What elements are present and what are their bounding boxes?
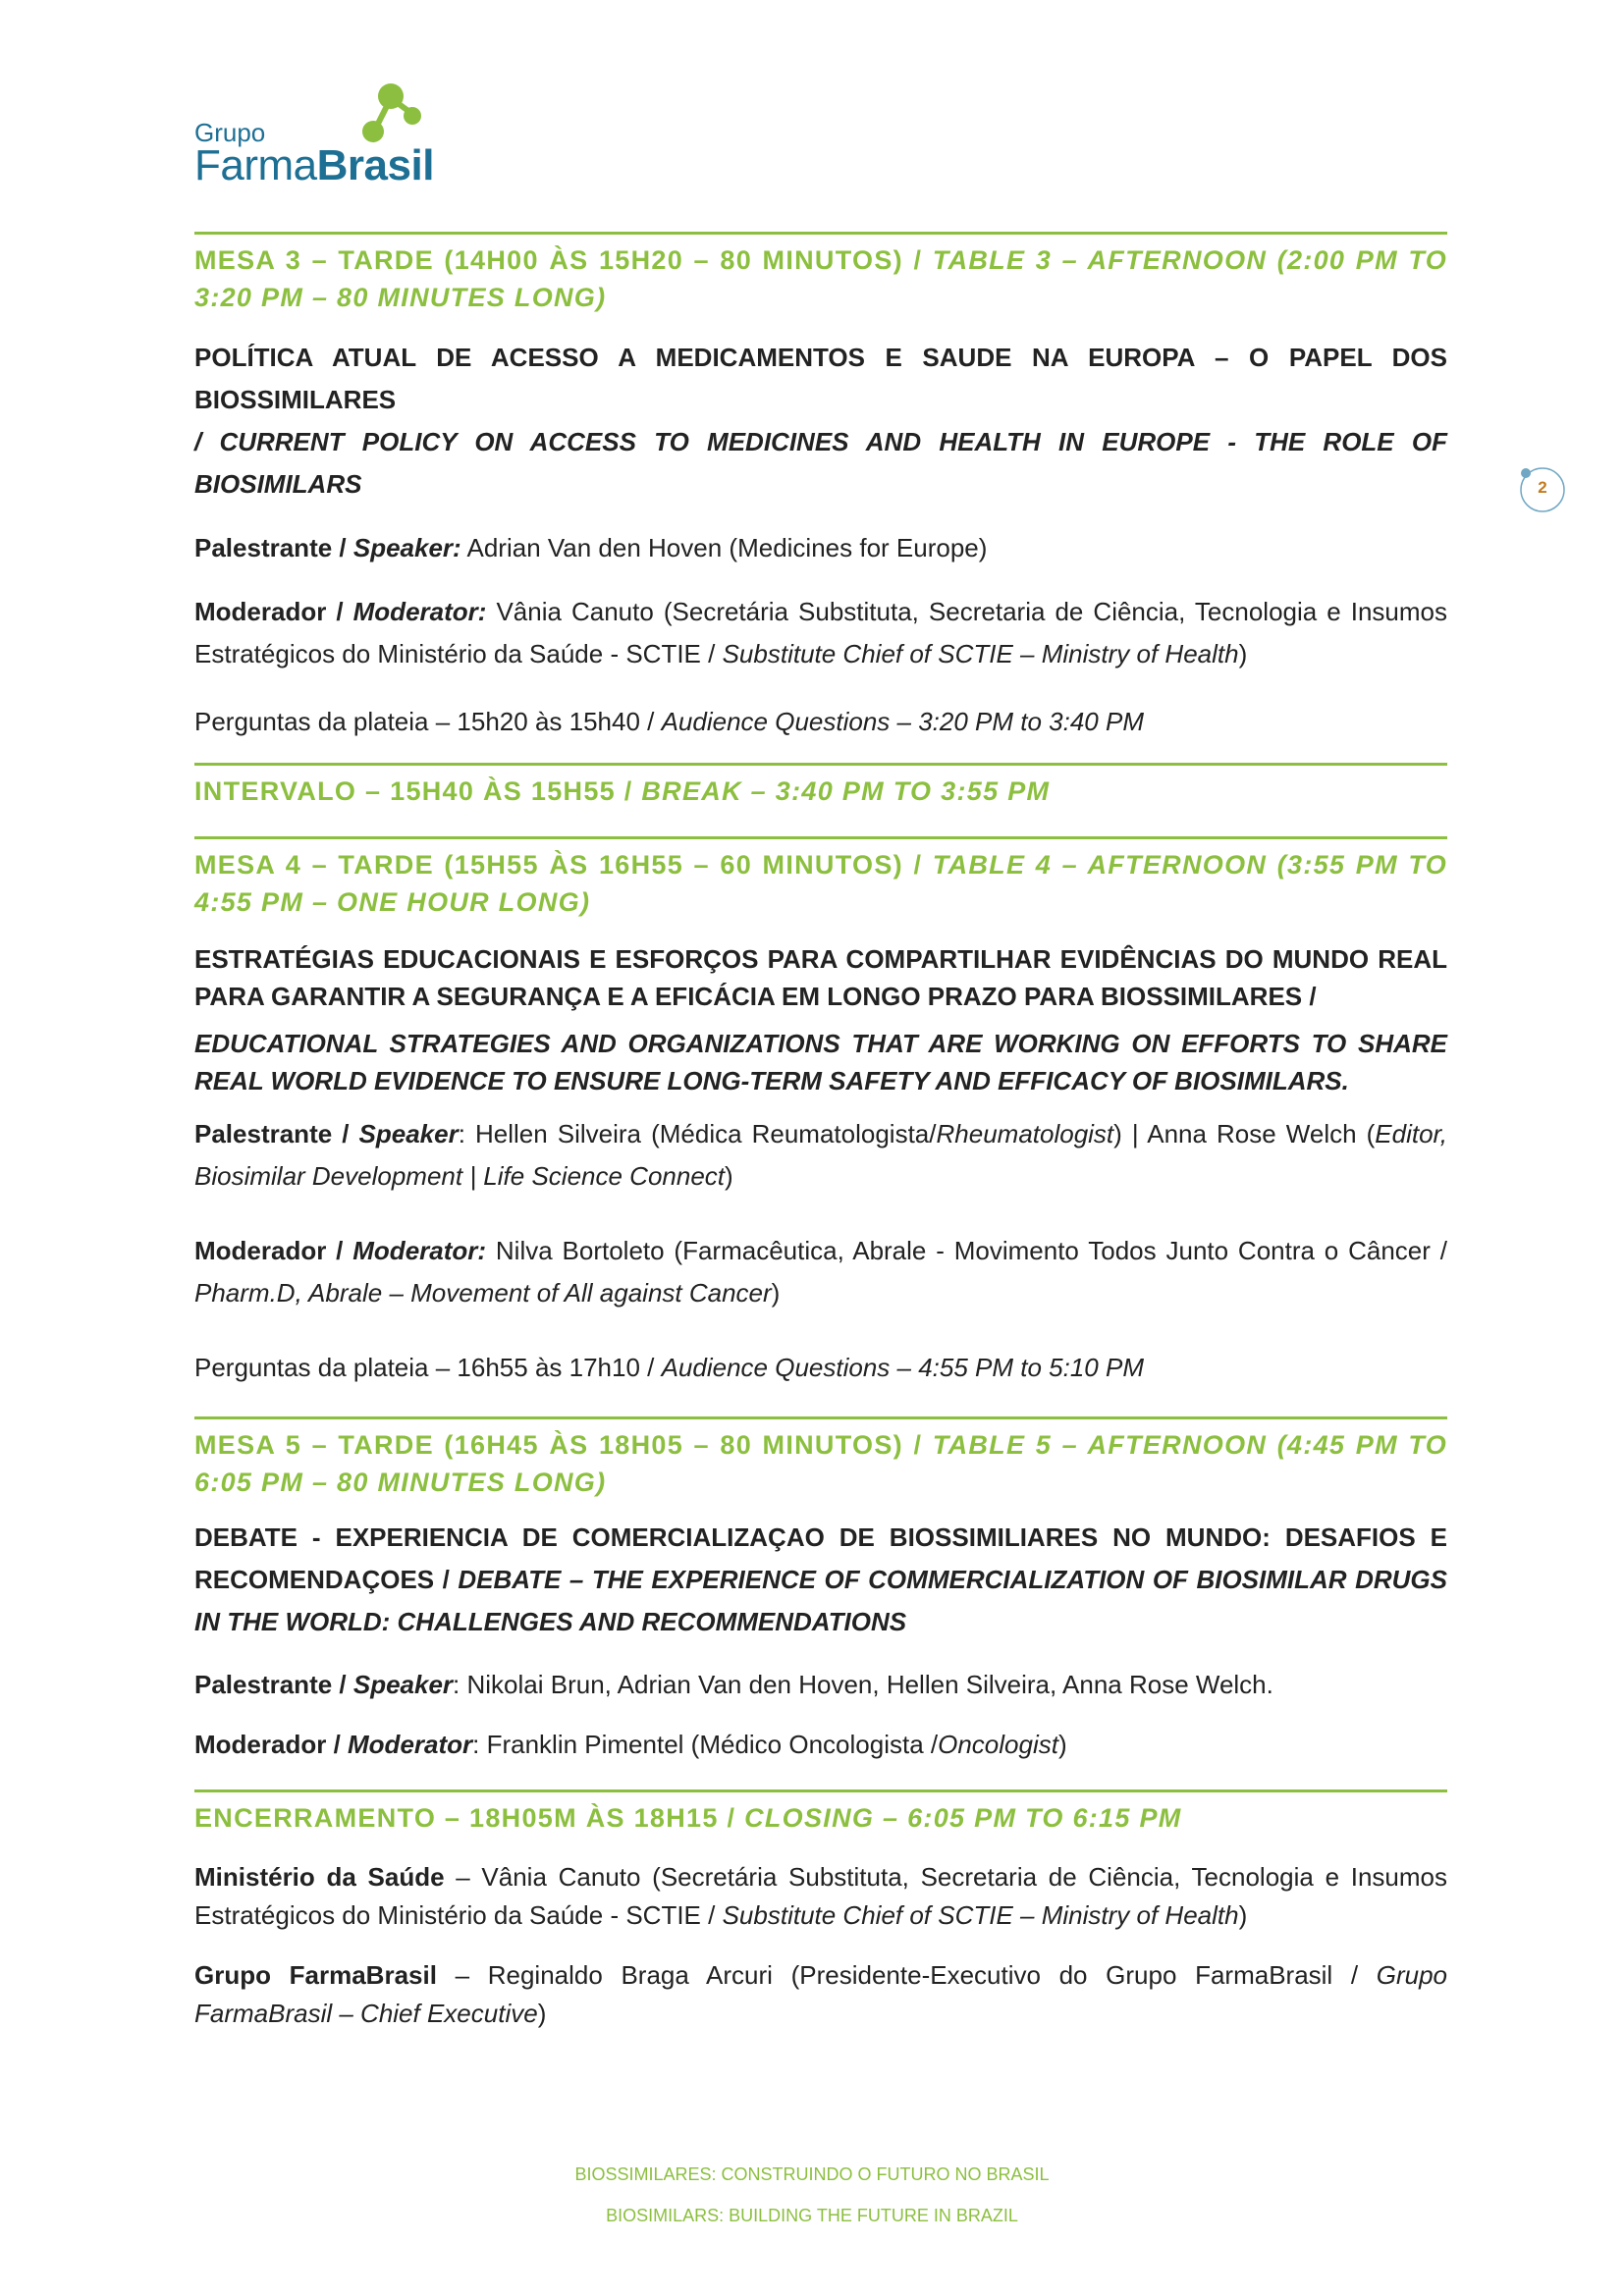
speaker-label-en: Speaker [358,1119,459,1148]
intervalo-heading-en: BREAK – 3:40 PM TO 3:55 PM [641,776,1051,806]
mesa3-title-pt: POLÍTICA ATUAL DE ACESSO A MEDICAMENTOS E SAUDE NA EUROPA – O PAPEL DOS BIOSSIMILARES [194,343,1447,414]
closing-grupo-text-en: Grupo FarmaBrasil – Chief Executive [194,1960,1448,2028]
closing-grupo-text: – Reginaldo Braga Arcuri (Presidente-Executivo do Grupo FarmaBrasil / [436,1960,1377,1990]
molecule-logo-icon [352,80,430,149]
mesa5-moderator [194,1724,1447,1766]
mesa5-title-pt: DEBATE - EXPERIENCIA DE COMERCIALIZAÇAO DE BIOSSIMILIARES NO MUNDO: DESAFIOS E RECOMENDAÇOES / [194,1522,1447,1594]
mesa5-heading [194,1419,1447,1501]
speaker-names-2: ) | Anna Rose Welch ( [1113,1119,1376,1148]
questions-pt: Perguntas da plateia – 16h55 às 17h10 / [194,1353,662,1382]
moderator-label: Moderador / [194,1730,349,1759]
closing-ministerio-label: Ministério da Saúde [194,1862,445,1892]
mesa3-title-en: / CURRENT POLICY ON ACCESS TO MEDICINES AND HEALTH IN EUROPE - THE ROLE OF BIOSIMILARS [194,427,1447,499]
mesa4-title-en: EDUCATIONAL STRATEGIES AND ORGANIZATIONS THAT ARE WORKING ON EFFORTS TO SHARE REAL WORLD EVIDENCE TO ENSURE LONG-TERM SAFETY AND EFFICACY OF BIOSIMILARS. [194,1029,1447,1095]
moderator-label-en: Moderator: [352,1236,487,1265]
page-number-badge [1518,465,1567,514]
questions-en: Audience Questions – 3:20 PM to 3:40 PM [661,707,1144,736]
encerramento-heading-en: CLOSING – 6:05 PM TO 6:15 PM [744,1803,1182,1833]
speaker-names: Adrian Van den Hoven (Medicines for Europe) [460,533,988,562]
mesa4-moderator [194,1230,1447,1314]
moderator-names: Vânia Canuto (Secretária Substituta, Secretaria de Ciência, Tecnologia e Insumos Estratégicos do Ministério da Saúde - SCTIE / [194,597,1448,668]
paren-close: ) [771,1278,781,1308]
encerramento-heading [194,1792,1447,1837]
closing-ministerio-text: – Vânia Canuto (Secretária Substituta, Secretaria de Ciência, Tecnologia e Insumos Estratégicos do Ministério da Saúde - SCTIE / [194,1862,1447,1930]
mesa4-speaker [194,1113,1447,1198]
company-logo [194,80,450,188]
page-number: 2 [1538,478,1547,497]
paren-close: ) [1238,639,1248,668]
paren-close: ) [1057,1730,1067,1759]
moderator-label-en: Moderator: [352,597,487,626]
moderator-label: Moderador / [194,1236,353,1265]
logo-text-brasil: Brasil [316,141,434,189]
speaker-label-en: Speaker: [352,533,461,562]
mesa3-heading-en: TABLE 3 – AFTERNOON (2:00 PM TO 3:20 PM – 80 MINUTES LONG) [194,245,1447,312]
mesa4-heading-pt: MESA 4 – TARDE (15H55 ÀS 16H55 – 60 MINUTOS) / [194,850,933,880]
intervalo-heading [194,766,1447,810]
moderator-names: : Franklin Pimentel (Médico Oncologista / [472,1730,939,1759]
moderator-names-en: Oncologist [938,1730,1058,1759]
speaker-names: : Nikolai Brun, Adrian Van den Hoven, Hellen Silveira, Anna Rose Welch. [453,1670,1273,1699]
closing-ministerio-text-en: Substitute Chief of SCTIE – Ministry of Health [722,1900,1239,1930]
speaker-names: : Hellen Silveira (Médica Reumatologista/ [458,1119,937,1148]
logo-text-farma: Farma [194,141,317,189]
mesa4-questions [194,1347,1447,1389]
questions-en: Audience Questions – 4:55 PM to 5:10 PM [661,1353,1144,1382]
moderator-label-en: Moderator [348,1730,473,1759]
moderator-names: Nilva Bortoleto (Farmacêutica, Abrale - Movimento Todos Junto Contra o Câncer / [486,1236,1447,1265]
logo-text-small: Grupo [194,118,266,147]
encerramento-heading-pt: ENCERRAMENTO – 18H05M ÀS 18H15 / [194,1803,745,1833]
closing-ministerio [194,1858,1447,1935]
paren-close: ) [725,1161,733,1191]
mesa4-heading [194,839,1447,921]
logo-text [194,141,434,190]
mesa4-heading-en: TABLE 4 – AFTERNOON (3:55 PM TO 4:55 PM – ONE HOUR LONG) [194,850,1447,917]
speaker-label-en: Speaker [352,1670,454,1699]
speaker-role-en: Rheumatologist [936,1119,1114,1148]
speaker-label: Palestrante / [194,1119,359,1148]
paren-close: ) [537,1999,547,2028]
questions-pt: Perguntas da plateia – 15h20 às 15h40 / [194,707,662,736]
mesa5-title-en: DEBATE – THE EXPERIENCE OF COMMERCIALIZATION OF BIOSIMILAR DRUGS IN THE WORLD: CHALLENGES AND RECOMMENDATIONS [194,1565,1447,1636]
mesa4-title-pt: ESTRATÉGIAS EDUCACIONAIS E ESFORÇOS PARA COMPARTILHAR EVIDÊNCIAS DO MUNDO REAL PARA GARANTIR A SEGURANÇA E A EFICÁCIA EM LONGO PRAZO PARA BIOSSIMILARES / [194,944,1447,1011]
closing-grupo-label: Grupo FarmaBrasil [194,1960,437,1990]
mesa3-heading [194,235,1447,316]
speaker-label: Palestrante / [194,1670,353,1699]
speaker-label: Palestrante / [194,533,353,562]
mesa5-heading-pt: MESA 5 – TARDE (16H45 ÀS 18H05 – 80 MINUTOS) / [194,1430,933,1460]
mesa3-moderator [194,591,1447,675]
speaker-role-en-2: Editor, Biosimilar Development | Life Science Connect [194,1119,1447,1191]
mesa5-heading-en: TABLE 5 – AFTERNOON (4:45 PM TO 6:05 PM – 80 MINUTES LONG) [194,1430,1447,1497]
mesa3-speaker [194,527,1447,569]
moderator-names-en: Pharm.D, Abrale – Movement of All against Cancer [194,1278,772,1308]
mesa3-questions [194,701,1447,743]
moderator-names-en: Substitute Chief of SCTIE – Ministry of Health [722,639,1239,668]
footer-line-en: BIOSIMILARS: BUILDING THE FUTURE IN BRAZIL [606,2206,1018,2225]
moderator-label: Moderador / [194,597,353,626]
paren-close: ) [1238,1900,1248,1930]
mesa5-speaker [194,1664,1447,1706]
intervalo-heading-pt: INTERVALO – 15H40 ÀS 15H55 / [194,776,642,806]
closing-grupo [194,1956,1447,2033]
footer-line-pt: BIOSSIMILARES: CONSTRUINDO O FUTURO NO BRASIL [574,2164,1050,2184]
mesa3-heading-pt: MESA 3 – TARDE (14H00 ÀS 15H20 – 80 MINUTOS) / [194,245,933,275]
mesa5-title [194,1517,1447,1643]
mesa3-title [194,337,1447,506]
document-body [194,232,1447,2033]
